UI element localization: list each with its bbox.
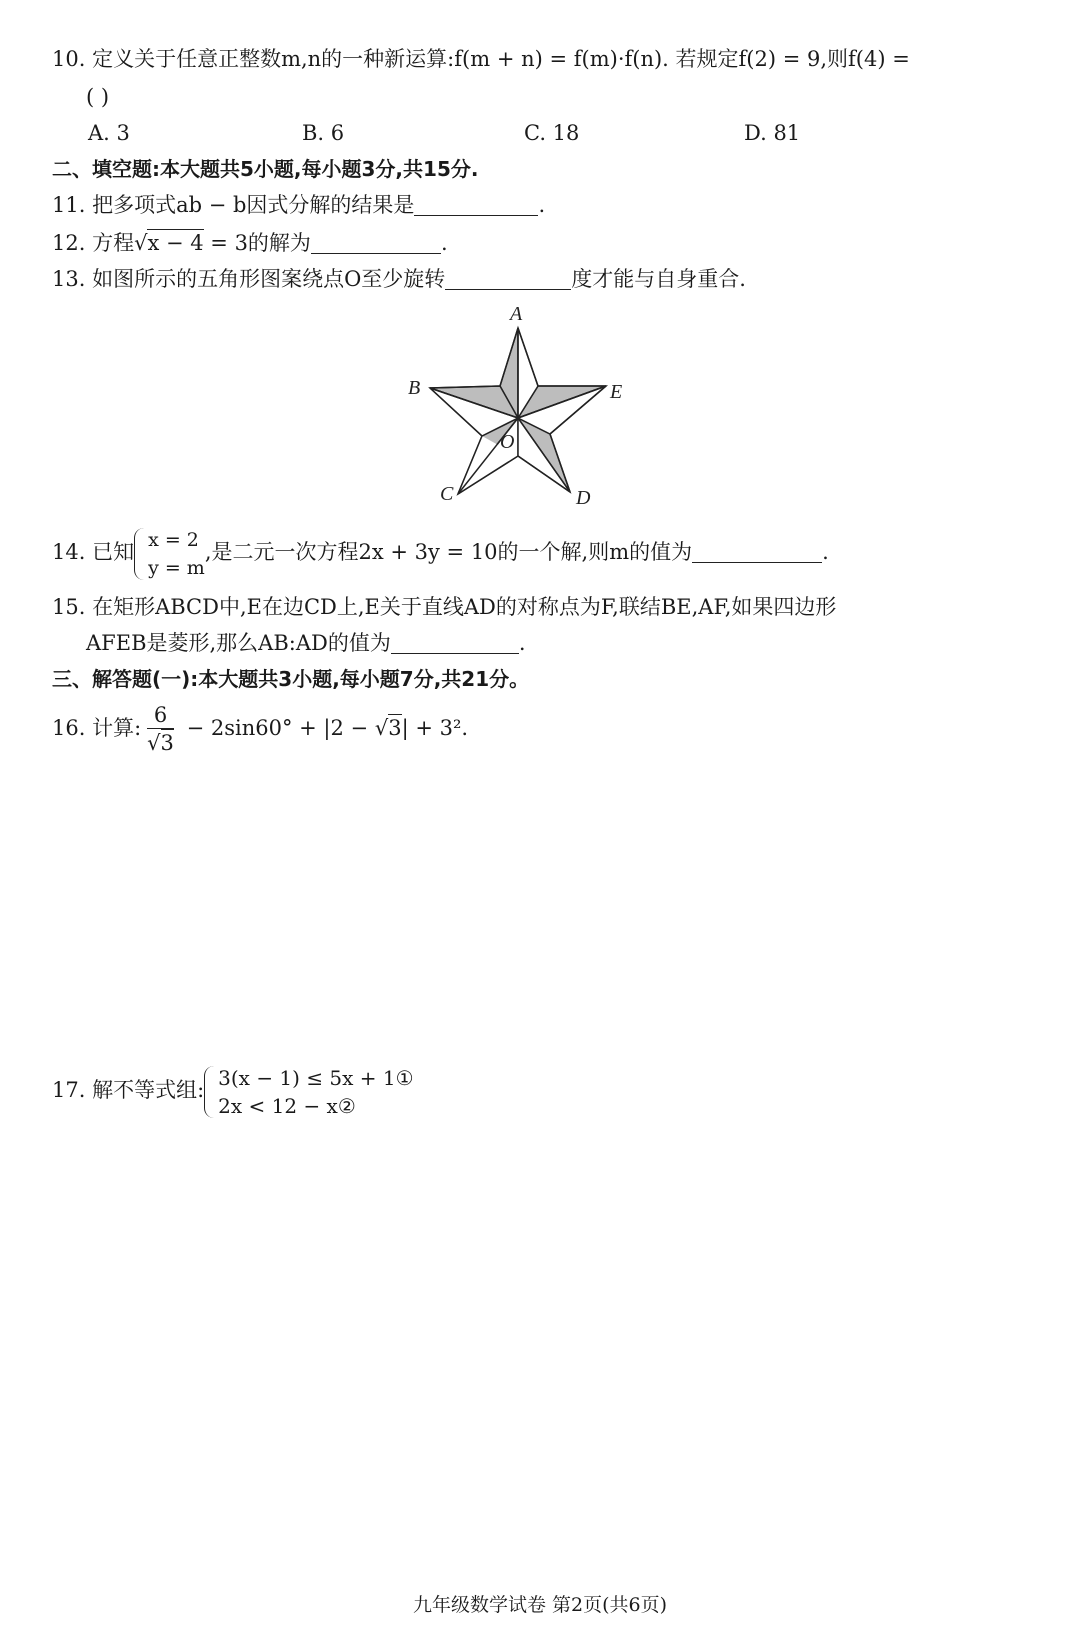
section-2-heading: 二、填空题:本大题共5小题,每小题3分,共15分. <box>52 157 479 181</box>
option-a: A. 3 <box>88 121 130 145</box>
label-e: E <box>610 381 623 403</box>
question-11-text: 11. 把多项式ab − b因式分解的结果是 <box>52 193 415 217</box>
label-c: C <box>440 483 454 505</box>
inequality-system: 3(x − 1) ≤ 5x + 1① 2x < 12 − x② <box>204 1064 413 1120</box>
label-d: D <box>576 487 591 509</box>
option-b: B. 6 <box>302 121 345 145</box>
question-11: 11. 把多项式ab − b因式分解的结果是 . <box>52 193 546 217</box>
question-16: 16. 计算: $\frac{6}{√3}$ − 2sin60° + |2 − √3| + 3². <box>52 703 469 755</box>
page-footer: 九年级数学试卷 第2页(共6页) <box>412 1594 668 1616</box>
star-diagram <box>400 300 640 520</box>
answer-blank <box>311 233 441 254</box>
question-10-stem: 10. 定义关于任意正整数m,n的一种新运算:f(m + n) = f(m)·f(n). 若规定f(2) = 9,则f(4) = <box>52 47 910 71</box>
star-figure <box>400 300 640 520</box>
question-13: 13. 如图所示的五角形图案绕点O至少旋转 度才能与自身重合. <box>52 267 746 291</box>
answer-blank <box>692 542 822 563</box>
label-b: B <box>408 377 421 399</box>
answer-blank <box>414 195 538 216</box>
question-15-line-2: AFEB是菱形,那么AB:AD的值为 . <box>86 631 526 655</box>
section-3-heading: 三、解答题(一):本大题共3小题,每小题7分,共21分。 <box>52 667 530 691</box>
label-o: O <box>500 431 515 453</box>
answer-blank <box>445 269 571 290</box>
label-a: A <box>510 303 523 325</box>
question-10-answer-paren: ( ) <box>86 85 110 109</box>
equation-system: x = 2 y = m <box>134 526 205 582</box>
question-17: 17. 解不等式组: 3(x − 1) ≤ 5x + 1① 2x < 12 − x② <box>52 1065 414 1118</box>
option-c: C. 18 <box>524 121 580 145</box>
option-d: D. 81 <box>744 121 801 145</box>
question-15-line-1: 15. 在矩形ABCD中,E在边CD上,E关于直线AD的对称点为F,联结BE,AF,如果四边形 <box>52 595 837 619</box>
question-12: 12. 方程√x − 4 = 3的解为 . <box>52 231 448 255</box>
sqrt-sign: √ <box>134 231 148 255</box>
answer-blank <box>391 633 519 654</box>
question-14: 14. 已知 x = 2 y = m ,是二元一次方程2x + 3y = 10的一个解,则m的值为 . <box>52 524 829 582</box>
fraction: $\frac{6}{√3}$ <box>147 703 174 755</box>
radicand: x − 4 <box>147 231 204 255</box>
